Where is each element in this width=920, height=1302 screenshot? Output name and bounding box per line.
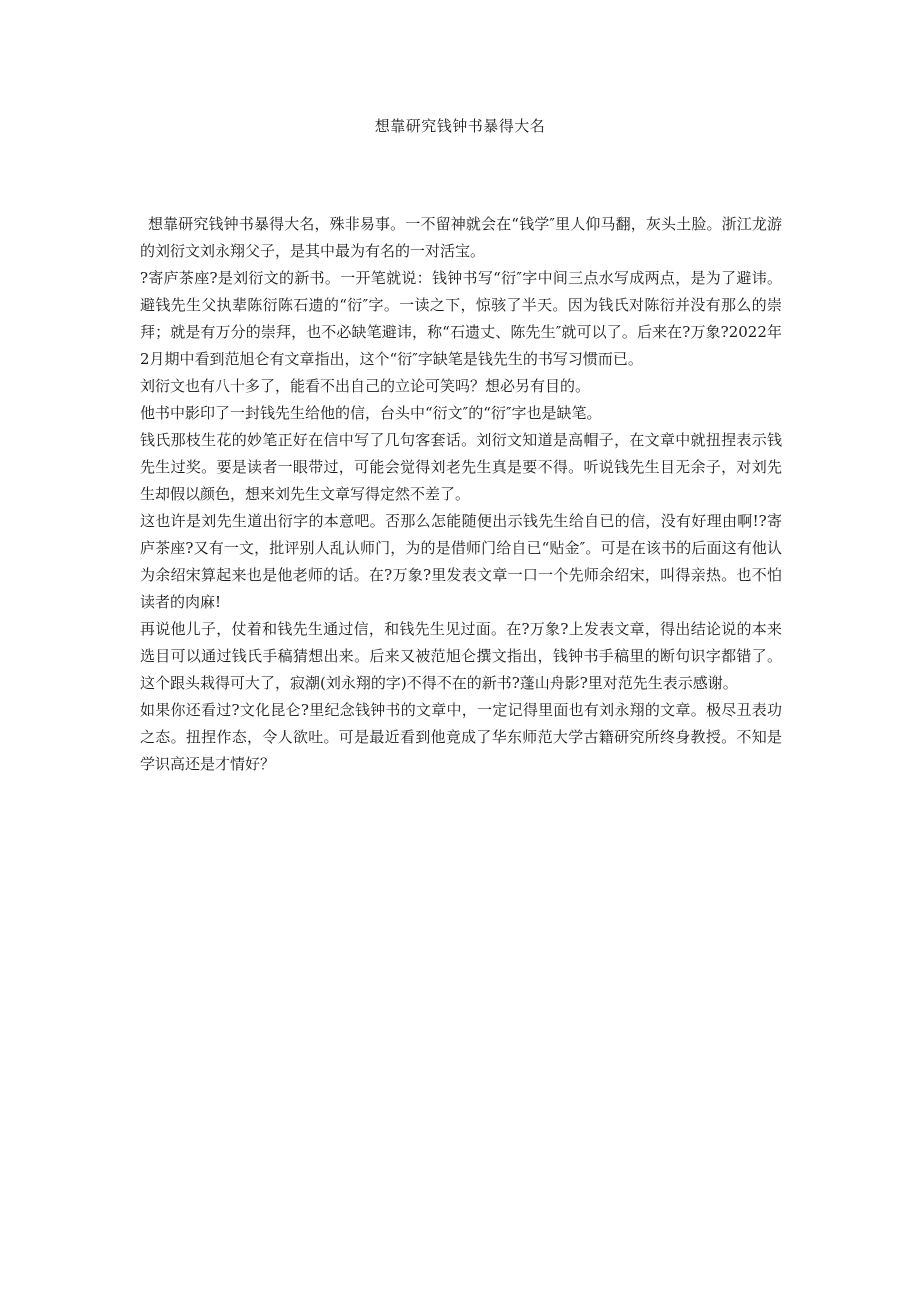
paragraph-7: 再说他儿子，仗着和钱先生通过信，和钱先生见过面。在?万象?上发表文章，得出结论说的本来选目可以通过钱氏手稿猜想出来。后来又被范旭仑撰文指出，钱钟书手稿里的断句识字都错了。这个跟头栽得可大了，寂潮(刘永翔的字)不得不在的新书?蓬山舟影?里对范先生表示感谢。 xyxy=(140,620,782,692)
document-title: 想靠研究钱钟书暴得大名 xyxy=(374,117,546,135)
paragraph-2: ?寄庐茶座?是刘衍文的新书。一开笔就说：钱钟书写“衍″字中间三点水写成两点，是为了避讳。避钱先生父执辈陈衍陈石遗的“衍″字。一读之下，惊骇了半天。因为钱氏对陈衍并没有那么的崇拜；就是有万分的崇拜，也不必缺笔避讳，称“石遗丈、陈先生″就可以了。后来在?万象?2022年2月期中看到范旭仑有文章指出，这个“衍″字缺笔是钱先生的书写习惯而已。 xyxy=(140,269,782,368)
paragraph-8: 如果你还看过?文化昆仑?里纪念钱钟书的文章中，一定记得里面也有刘永翔的文章。极尽丑表功之态。扭捏作态，令人欲吐。可是最近看到他竟成了华东师范大学古籍研究所终身教授。不知是学识高还是才情好？ xyxy=(140,701,782,773)
document-body xyxy=(140,211,782,778)
paragraph-1: 想靠研究钱钟书暴得大名，殊非易事。一不留神就会在“钱学″里人仰马翻，灰头土脸。浙江龙游的刘衍文刘永翔父子，是其中最为有名的一对活宝。 xyxy=(140,215,782,260)
paragraph-4: 他书中影印了一封钱先生给他的信，台头中“衍文″的“衍″字也是缺笔。 xyxy=(140,404,602,422)
paragraph-3: 刘衍文也有八十多了，能看不出自己的立论可笑吗？想必另有目的。 xyxy=(140,377,591,395)
paragraph-6: 这也许是刘先生道出衍字的本意吧。否那么怎能随便出示钱先生给自已的信，没有好理由啊!?寄庐茶座?又有一文，批评别人乱认师门，为的是借师门给自已“贴金″。可是在该书的后面这有他认为余绍宋算起来也是他老师的话。在?万象?里发表文章一口一个先师余绍宋，叫得亲热。也不怕读者的肉麻! xyxy=(140,512,782,611)
paragraph-5: 钱氏那枝生花的妙笔正好在信中写了几句客套话。刘衍文知道是高帽子，在文章中就扭捏表示钱先生过奖。要是读者一眼带过，可能会觉得刘老先生真是要不得。听说钱先生目无余子，对刘先生却假以颜色，想来刘先生文章写得定然不差了。 xyxy=(140,431,782,503)
